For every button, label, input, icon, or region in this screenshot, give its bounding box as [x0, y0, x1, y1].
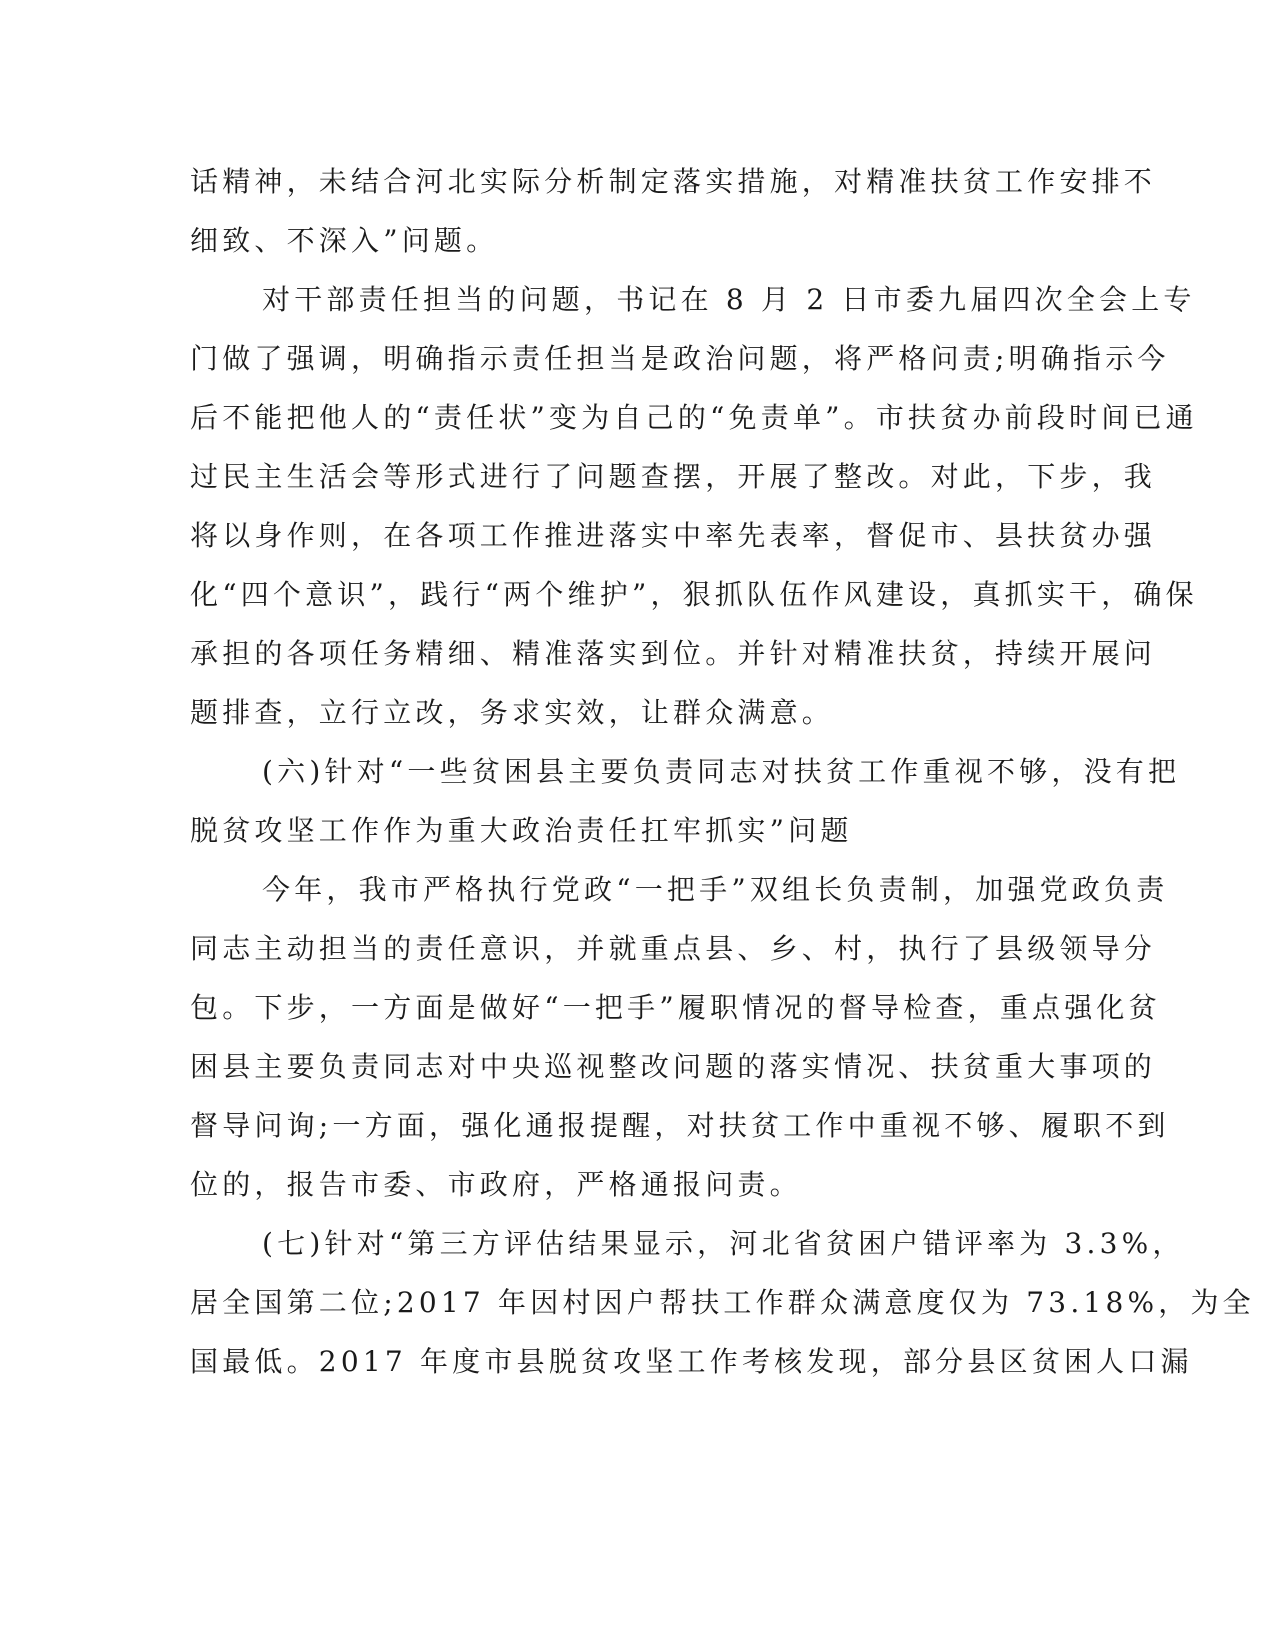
paragraph-start-line: 对干部责任担当的问题，书记在 8 月 2 日市委九届四次全会上专 [262, 283, 1196, 316]
paragraph-start-line: 今年，我市严格执行党政“一把手”双组长负责制，加强党政负责 [262, 873, 1169, 906]
text-line: 将以身作则，在各项工作推进落实中率先表率，督促市、县扶贫办强 [190, 519, 1157, 552]
section-heading-line: 脱贫攻坚工作作为重大政治责任扛牢抓实”问题 [190, 814, 853, 847]
text-line: 细致、不深入”问题。 [190, 224, 499, 257]
text-line: 话精神，未结合河北实际分析制定落实措施，对精准扶贫工作安排不 [190, 165, 1157, 198]
text-line: 困县主要负责同志对中央巡视整改问题的落实情况、扶贫重大事项的 [190, 1050, 1157, 1083]
text-line: 国最低。2017 年度市县脱贫攻坚工作考核发现，部分县区贫困人口漏 [190, 1345, 1193, 1378]
text-line: 承担的各项任务精细、精准落实到位。并针对精准扶贫，持续开展问 [190, 637, 1157, 670]
section-heading-line: (七)针对“第三方评估结果显示，河北省贫困户错评率为 3.3%， [262, 1227, 1185, 1260]
text-line: 居全国第二位;2017 年因村因户帮扶工作群众满意度仅为 73.18%，为全 [190, 1286, 1255, 1319]
text-line: 化“四个意识”，践行“两个维护”，狠抓队伍作风建设，真抓实干，确保 [190, 578, 1198, 611]
text-line: 包。下步，一方面是做好“一把手”履职情况的督导检查，重点强化贫 [190, 991, 1161, 1024]
text-line: 题排查，立行立改，务求实效，让群众满意。 [190, 696, 835, 729]
text-line: 后不能把他人的“责任状”变为自己的“免责单”。市扶贫办前段时间已通 [190, 401, 1198, 434]
section-heading-line: (六)针对“一些贫困县主要负责同志对扶贫工作重视不够，没有把 [262, 755, 1181, 788]
text-line: 位的，报告市委、市政府，严格通报问责。 [190, 1168, 802, 1201]
text-line: 过民主生活会等形式进行了问题查摆，开展了整改。对此，下步，我 [190, 460, 1157, 493]
text-line: 同志主动担当的责任意识，并就重点县、乡、村，执行了县级领导分 [190, 932, 1157, 965]
text-line: 督导问询;一方面，强化通报提醒，对扶贫工作中重视不够、履职不到 [190, 1109, 1170, 1142]
text-line: 门做了强调，明确指示责任担当是政治问题，将严格问责;明确指示今 [190, 342, 1170, 375]
